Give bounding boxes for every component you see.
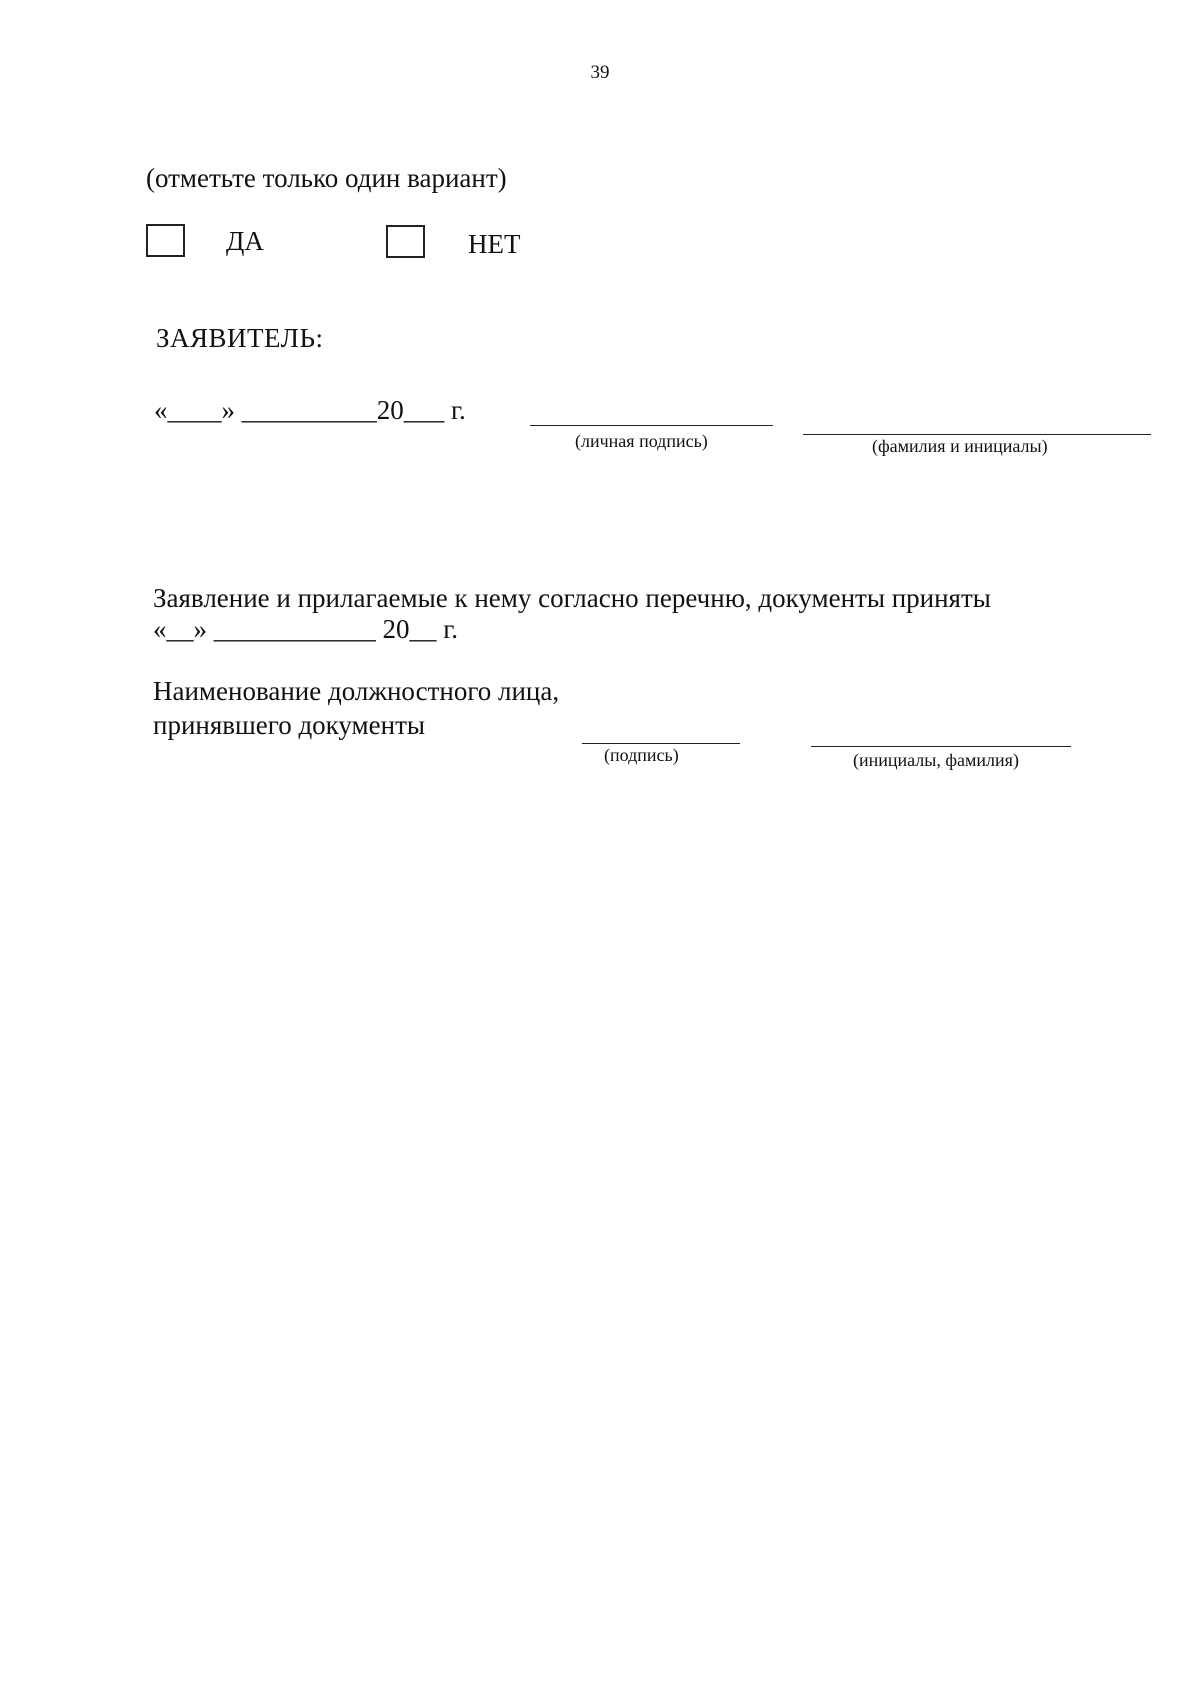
official-name-caption: (инициалы, фамилия): [853, 750, 1019, 770]
official-title-line2: принявшего документы: [153, 710, 426, 740]
applicant-heading: ЗАЯВИТЕЛЬ:: [156, 323, 324, 353]
applicant-name-line: [803, 434, 1151, 435]
applicant-signature-caption: (личная подпись): [575, 431, 708, 451]
applicant-date-line: «____» __________20___ г.: [154, 395, 466, 425]
official-signature-line: [582, 743, 740, 744]
checkbox-no[interactable]: [386, 225, 425, 258]
option-no-label: НЕТ: [468, 229, 521, 259]
checkbox-yes[interactable]: [146, 224, 185, 257]
applicant-signature-line: [530, 425, 773, 426]
official-name-line: [811, 746, 1071, 747]
instruction-text: (отметьте только один вариант): [146, 163, 507, 193]
applicant-name-caption: (фамилия и инициалы): [872, 436, 1048, 456]
acceptance-date-line: «__» ____________ 20__ г.: [153, 614, 459, 644]
official-signature-caption: (подпись): [604, 745, 679, 765]
acceptance-statement: Заявление и прилагаемые к нему согласно перечню, документы приняты: [153, 583, 991, 613]
official-title-line1: Наименование должностного лица,: [153, 676, 560, 706]
option-yes-label: ДА: [226, 226, 264, 256]
page-number: 39: [590, 62, 610, 83]
